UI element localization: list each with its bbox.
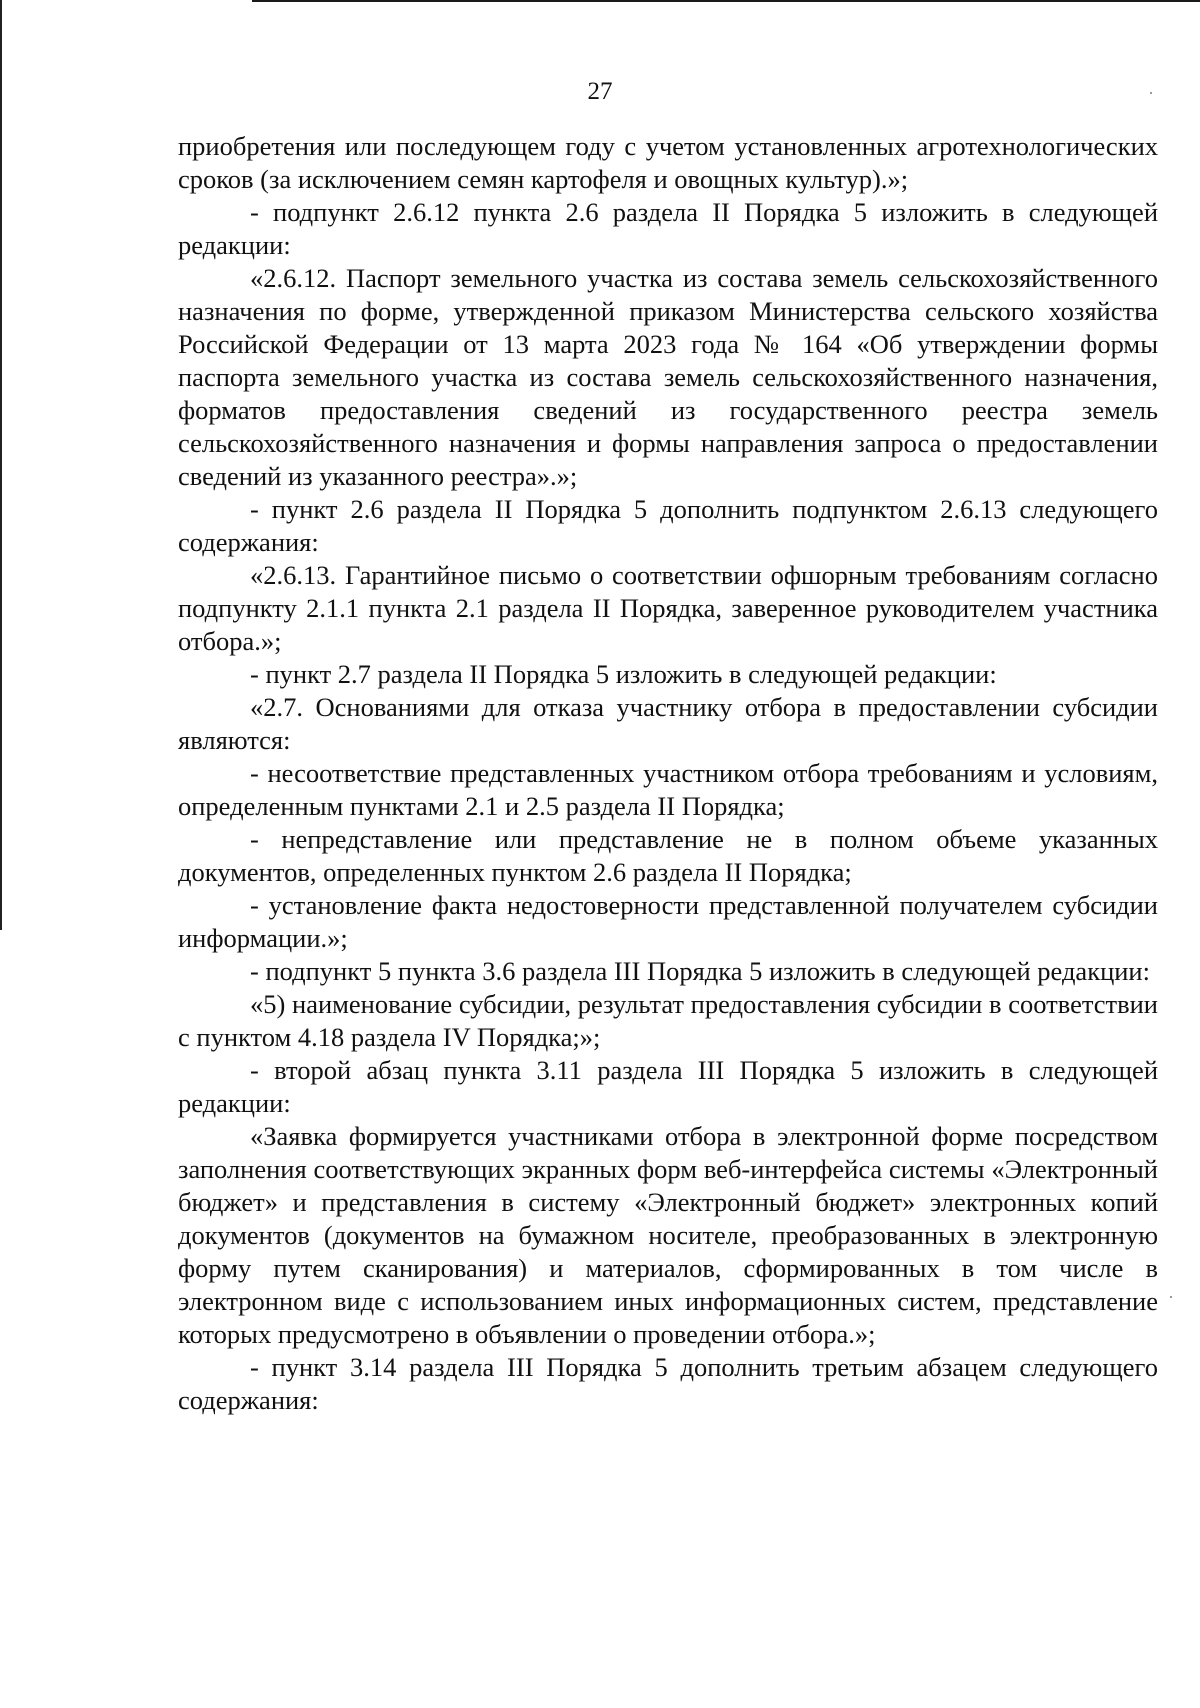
paragraph-quote-2-7: «2.7. Основаниями для отказа участнику отбора в предоставлении субсидии являются: — [178, 692, 1158, 755]
paragraph-amendment-2-6-13: - пункт 2.6 раздела II Порядка 5 дополнить подпунктом 2.6.13 следующего содержания: — [178, 494, 1158, 557]
scan-left-border — [0, 0, 2, 930]
scan-speck — [1170, 1296, 1172, 1298]
paragraph-quote-3-11: «Заявка формируется участниками отбора в электронной форме посредством заполнения соответствующих экранных форм веб-интерфейса системы «Электронный бюджет» и представления в систему «Электронный бюджет» электронных копий документов (документов на бумажном носителе, преобразованных в электронную форму путем сканирования) и материалов, сформированных в том числе в электронном виде с использованием иных информационных систем, представление которых предусмотрено в объявлении о проведении отбора.»; — [178, 1121, 1158, 1349]
page-number: 27 — [587, 78, 613, 105]
list-item-refusal-2: - непредставление или представление не в полном объеме указанных документов, определенных пунктом 2.6 раздела II Порядка; — [178, 824, 1158, 887]
list-item-refusal-1: - несоответствие представленных участником отбора требованиям и условиям, определенным пунктами 2.1 и 2.5 раздела II Порядка; — [178, 758, 1158, 821]
paragraph-continuation: приобретения или последующем году с учетом установленных агротехнологических сроков (за исключением семян картофеля и овощных культур).»; — [178, 131, 1158, 194]
paragraph-amendment-2-6-12: - подпункт 2.6.12 пункта 2.6 раздела II Порядка 5 изложить в следующей редакции: — [178, 197, 1158, 260]
document-body — [178, 130, 1158, 1417]
list-item-refusal-3: - установление факта недостоверности представленной получателем субсидии информации.»; — [178, 890, 1158, 953]
paragraph-amendment-3-11: - второй абзац пункта 3.11 раздела III Порядка 5 изложить в следующей редакции: — [178, 1055, 1158, 1118]
paragraph-amendment-3-14: - пункт 3.14 раздела III Порядка 5 дополнить третьим абзацем следующего содержания: — [178, 1352, 1158, 1415]
paragraph-amendment-2-7: - пункт 2.7 раздела II Порядка 5 изложить в следующей редакции: — [250, 659, 997, 689]
paragraph-quote-3-6: «5) наименование субсидии, результат предоставления субсидии в соответствии с пунктом 4.18 раздела IV Порядка;»; — [178, 989, 1158, 1052]
paragraph-quote-2-6-12: «2.6.12. Паспорт земельного участка из состава земель сельскохозяйственного назначения по форме, утвержденной приказом Министерства сельского хозяйства Российской Федерации от 13 марта 2023 года № 164 «Об утверждении формы паспорта земельного участка из состава земель сельскохозяйственного назначения, форматов предоставления сведений из государственного реестра земель сельскохозяйственного назначения и формы направления запроса о предоставлении сведений из указанного реестра».»; — [178, 263, 1158, 491]
paragraph-amendment-3-6: - подпункт 5 пункта 3.6 раздела III Порядка 5 изложить в следующей редакции: — [250, 956, 1150, 986]
paragraph-quote-2-6-13: «2.6.13. Гарантийное письмо о соответствии офшорным требованиям согласно подпункту 2.1.1 пункта 2.1 раздела II Порядка, заверенное руководителем участника отбора.»; — [178, 560, 1158, 656]
scan-top-border — [252, 0, 1200, 2]
